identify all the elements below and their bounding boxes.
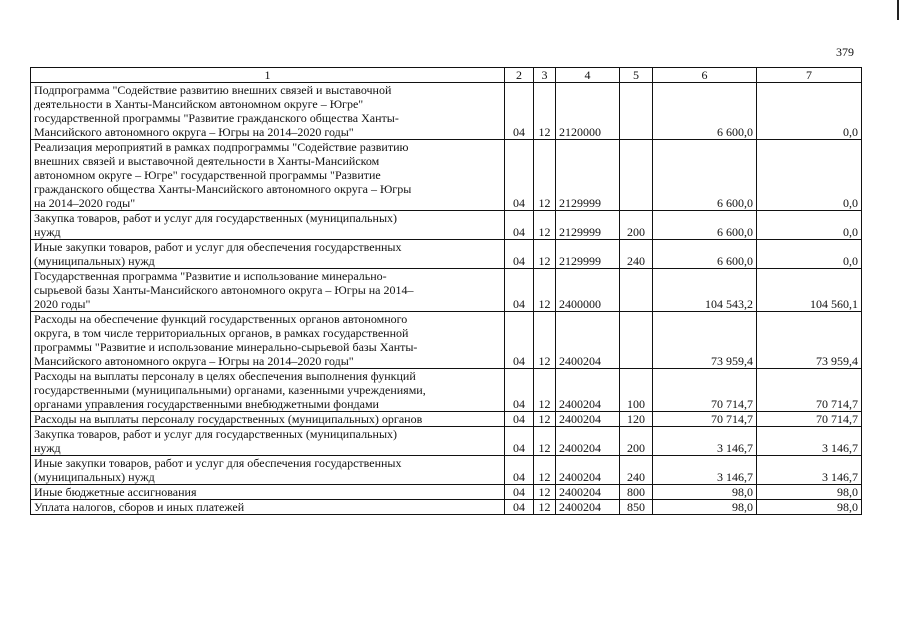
row-description: Иные закупки товаров, работ и услуг для обеспечения государственных (муниципальных) нужд	[31, 240, 505, 269]
header-cell-5: 5	[620, 68, 653, 83]
header-row	[31, 68, 862, 83]
row-subsection: 12	[534, 240, 556, 269]
budget-table	[30, 67, 862, 515]
row-amount-2: 3 146,7	[757, 427, 862, 456]
row-target-code: 2400204	[556, 456, 620, 485]
row-description: Уплата налогов, сборов и иных платежей	[31, 500, 505, 515]
table-row	[31, 83, 862, 140]
table-row	[31, 412, 862, 427]
table-row	[31, 312, 862, 369]
row-target-code: 2129999	[556, 140, 620, 211]
row-section: 04	[505, 83, 534, 140]
row-subsection: 12	[534, 427, 556, 456]
row-target-code: 2129999	[556, 211, 620, 240]
table-row	[31, 269, 862, 312]
header-cell-3: 3	[534, 68, 556, 83]
row-subsection: 12	[534, 140, 556, 211]
row-amount-2: 98,0	[757, 485, 862, 500]
row-amount-2: 3 146,7	[757, 456, 862, 485]
row-amount-1: 104 543,2	[653, 269, 757, 312]
row-expense-type	[620, 140, 653, 211]
table-row	[31, 369, 862, 412]
row-expense-type: 800	[620, 485, 653, 500]
row-expense-type	[620, 312, 653, 369]
table-row	[31, 500, 862, 515]
row-amount-2: 0,0	[757, 140, 862, 211]
row-expense-type	[620, 83, 653, 140]
row-target-code: 2400000	[556, 269, 620, 312]
row-target-code: 2400204	[556, 369, 620, 412]
row-expense-type	[620, 269, 653, 312]
row-amount-2: 104 560,1	[757, 269, 862, 312]
row-expense-type: 200	[620, 211, 653, 240]
row-amount-1: 73 959,4	[653, 312, 757, 369]
row-amount-1: 6 600,0	[653, 211, 757, 240]
row-target-code: 2400204	[556, 500, 620, 515]
row-section: 04	[505, 456, 534, 485]
margin-mark	[897, 0, 899, 20]
row-section: 04	[505, 412, 534, 427]
row-description: Иные бюджетные ассигнования	[31, 485, 505, 500]
header-cell-6: 6	[653, 68, 757, 83]
row-description: Иные закупки товаров, работ и услуг для обеспечения государственных (муниципальных) нужд	[31, 456, 505, 485]
row-amount-1: 98,0	[653, 500, 757, 515]
row-subsection: 12	[534, 412, 556, 427]
row-section: 04	[505, 140, 534, 211]
row-subsection: 12	[534, 500, 556, 515]
row-subsection: 12	[534, 485, 556, 500]
row-amount-1: 6 600,0	[653, 140, 757, 211]
header-cell-4: 4	[556, 68, 620, 83]
row-amount-1: 98,0	[653, 485, 757, 500]
row-section: 04	[505, 485, 534, 500]
header-cell-1: 1	[31, 68, 505, 83]
row-amount-2: 98,0	[757, 500, 862, 515]
row-description: Расходы на выплаты персоналу в целях обеспечения выполнения функций государственными (муниципальными) органами, казенными учреждениями, органами управления государственными внебюджетными фондами	[31, 369, 505, 412]
row-description: Подпрограмма "Содействие развитию внешних связей и выставочной деятельности в Ханты-Мансийском автономном округе – Югре" государственной программы "Развитие гражданского общества Ханты- Мансийского автономного округа – Югры на 2014–2020 годы"	[31, 83, 505, 140]
row-description: Реализация мероприятий в рамках подпрограммы "Содействие развитию внешних связей и выставочной деятельности в Ханты-Мансийском автономном округе – Югре" государственной программы "Развитие гражданского общества Ханты-Мансийского автономного округа – Югры на 2014–2020 годы"	[31, 140, 505, 211]
row-amount-1: 6 600,0	[653, 240, 757, 269]
row-expense-type: 240	[620, 456, 653, 485]
row-description: Государственная программа "Развитие и использование минерально- сырьевой базы Ханты-Мансийского автономного округа – Югры на 2014– 2020 годы"	[31, 269, 505, 312]
row-subsection: 12	[534, 456, 556, 485]
row-amount-1: 3 146,7	[653, 456, 757, 485]
row-amount-2: 0,0	[757, 211, 862, 240]
row-description: Расходы на выплаты персоналу государственных (муниципальных) органов	[31, 412, 505, 427]
table-row	[31, 211, 862, 240]
row-amount-2: 73 959,4	[757, 312, 862, 369]
row-subsection: 12	[534, 269, 556, 312]
row-subsection: 12	[534, 211, 556, 240]
row-section: 04	[505, 312, 534, 369]
row-amount-1: 70 714,7	[653, 412, 757, 427]
row-expense-type: 240	[620, 240, 653, 269]
row-section: 04	[505, 427, 534, 456]
row-amount-2: 70 714,7	[757, 369, 862, 412]
table-row	[31, 140, 862, 211]
row-section: 04	[505, 500, 534, 515]
row-amount-2: 0,0	[757, 83, 862, 140]
row-section: 04	[505, 269, 534, 312]
row-expense-type: 850	[620, 500, 653, 515]
header-cell-7: 7	[757, 68, 862, 83]
table-row	[31, 485, 862, 500]
row-subsection: 12	[534, 369, 556, 412]
row-amount-1: 70 714,7	[653, 369, 757, 412]
row-target-code: 2400204	[556, 427, 620, 456]
row-description: Закупка товаров, работ и услуг для государственных (муниципальных) нужд	[31, 211, 505, 240]
row-target-code: 2400204	[556, 485, 620, 500]
table-row	[31, 240, 862, 269]
row-expense-type: 100	[620, 369, 653, 412]
table-row	[31, 427, 862, 456]
row-expense-type: 200	[620, 427, 653, 456]
row-subsection: 12	[534, 83, 556, 140]
row-subsection: 12	[534, 312, 556, 369]
row-description: Закупка товаров, работ и услуг для государственных (муниципальных) нужд	[31, 427, 505, 456]
header-cell-2: 2	[505, 68, 534, 83]
row-target-code: 2400204	[556, 412, 620, 427]
row-section: 04	[505, 240, 534, 269]
row-description: Расходы на обеспечение функций государственных органов автономного округа, в том числе территориальных органов, в рамках государственной программы "Развитие и использование минерально-сырьевой базы Ханты- Мансийского автономного округа – Югры на 2014–2020 годы"	[31, 312, 505, 369]
row-section: 04	[505, 211, 534, 240]
row-target-code: 2120000	[556, 83, 620, 140]
table-row	[31, 456, 862, 485]
row-amount-2: 70 714,7	[757, 412, 862, 427]
row-amount-1: 3 146,7	[653, 427, 757, 456]
row-amount-1: 6 600,0	[653, 83, 757, 140]
row-target-code: 2129999	[556, 240, 620, 269]
row-section: 04	[505, 369, 534, 412]
row-expense-type: 120	[620, 412, 653, 427]
row-target-code: 2400204	[556, 312, 620, 369]
row-amount-2: 0,0	[757, 240, 862, 269]
page-number: 379	[836, 45, 854, 59]
